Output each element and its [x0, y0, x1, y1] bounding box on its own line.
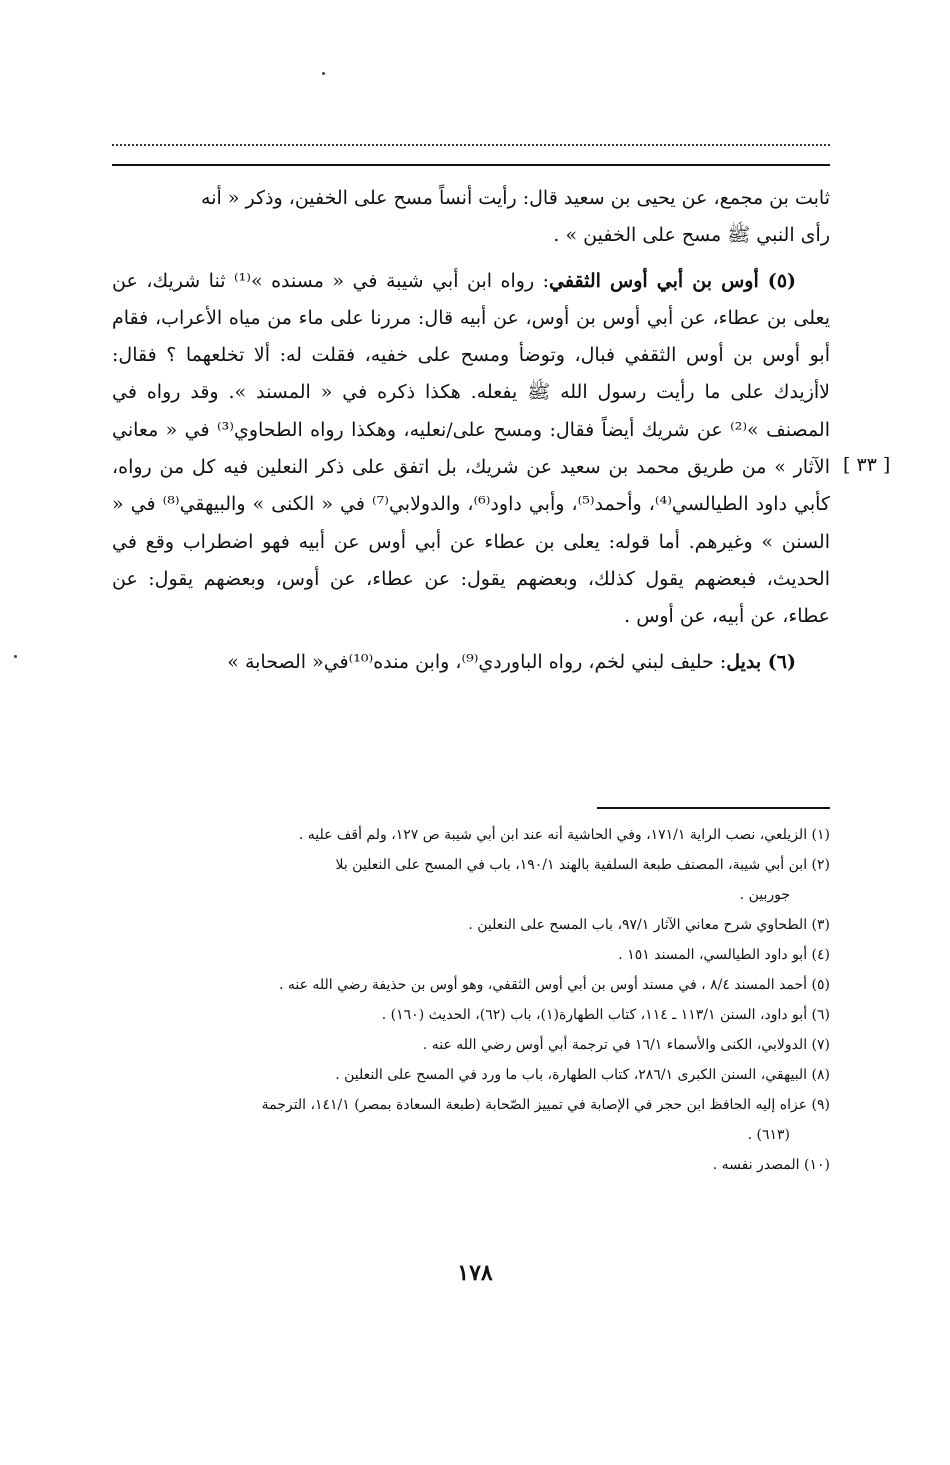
paragraph-budail [112, 644, 830, 681]
footnotes [112, 820, 830, 1180]
footnote: (٨) البيهقي، السنن الكبرى ٢٨٦/١، كتاب الطهارة، باب ما ورد في المسح على النعلين . [335, 1067, 830, 1083]
footnote: (٥) أحمد المسند ٨/٤ ، في مسند أوس بن أبي أوس الثقفي، وهو أوس بن حذيفة رضي الله عنه . [278, 977, 830, 993]
scan-speck [14, 655, 17, 658]
footnote: (٢) ابن أبي شيبة، المصنف طبعة السلفية بالهند ١٩٠/١، باب في المسح على النعلين بلا [335, 857, 830, 873]
entry-heading: (٦) بديل [726, 650, 796, 673]
footnote-continuation: جوربين . [739, 887, 790, 903]
footnote: (٩) عزاه إليه الحافظ ابن حجر في الإصابة في تمييز الصّحابة (طبعة السعادة بمصر) ١٤١/١، الترجمة [261, 1097, 830, 1113]
scan-speck [322, 72, 325, 75]
page-number: ١٧٨ [457, 1260, 493, 1286]
entry-heading: (٥) أوس بن أبي أوس الثقفي [549, 269, 797, 292]
footnote-separator [597, 807, 830, 809]
footnote-continuation: (٦١٣) . [747, 1127, 790, 1143]
header-rule [112, 164, 830, 166]
paragraph-line: ثابت بن مجمع، عن يحيى بن سعيد قال: رأيت أنساً مسح على الخفين، وذكر « أنه [201, 187, 830, 209]
footnote: (٧) الدولابي، الكنى والأسماء ١٦/١ في ترجمة أبي أوس رضي الله عنه . [422, 1037, 830, 1053]
header-dotted-rule [112, 144, 830, 146]
footnote: (٣) الطحاوي شرح معاني الآثار ٩٧/١، باب المسح على النعلين . [468, 917, 830, 933]
paragraph-continuation [112, 180, 830, 255]
paragraph-aws [112, 263, 830, 636]
entry-text: : حليف لبني لخم، رواه الباوردي⁽⁹⁾، وابن منده⁽¹⁰⁾في« الصحابة » [227, 650, 727, 673]
footnote: (٤) أبو داود الطيالسي، المسند ١٥١ . [618, 947, 830, 963]
margin-page-reference: [ ٣٣ ] [843, 454, 891, 476]
paragraph-line: رأى النبي ﷺ مسح على الخفين » . [553, 224, 830, 247]
footnote: (٦) أبو داود، السنن ١١٣/١ ـ ١١٤، كتاب الطهارة(١)، باب (٦٢)، الحديث (١٦٠) . [381, 1007, 830, 1023]
main-text [112, 180, 830, 681]
footnote: (١) الزيلعي، نصب الراية ١٧١/١، وفي الحاشية أنه عند ابن أبي شيبة ص ١٢٧، ولم أقف عليه . [298, 827, 830, 843]
footnote: (١٠) المصدر نفسه . [712, 1157, 830, 1173]
entry-text: : رواه ابن أبي شيبة في « مسنده »⁽¹⁾ ثنا شريك، عن يعلى بن عطاء، عن أبي أوس بن أوس، عن أبيه قال: مررنا على ماء من مياه الأعراب، فقام أبو أوس بن أوس الثقفي فبال، وتوضأ ومسح على خفيه، فقلت له: ألا تخلعهما ؟ فقال: لاأزيدك على ما رأيت رسول الله ﷺ يفعله. هكذا ذكره في « المسند ». وقد رواه في المصنف »⁽²⁾ عن شريك أيضاً فقال: ومسح على/نعليه، وهكذا رواه الطحاوي⁽³⁾ في « معاني الآثار » من طريق محمد بن سعيد عن شريك، بل اتفق على ذكر النعلين فيه كل من رواه، كأبي داود الطيالسي⁽⁴⁾، وأحمد⁽⁵⁾، وأبي داود⁽⁶⁾، والدولابي⁽⁷⁾ في « الكنى » والبيهقي⁽⁸⁾ في « السنن » وغيرهم. أما قوله: يعلى بن عطاء عن أبي أوس عن أبيه فهو اضطراب وقع في الحديث، فبعضهم يقول كذلك، وبعضهم يقول: عن عطاء، عن أوس، وبعضهم يقول: عن عطاء، عن أبيه، عن أوس . [112, 269, 831, 628]
